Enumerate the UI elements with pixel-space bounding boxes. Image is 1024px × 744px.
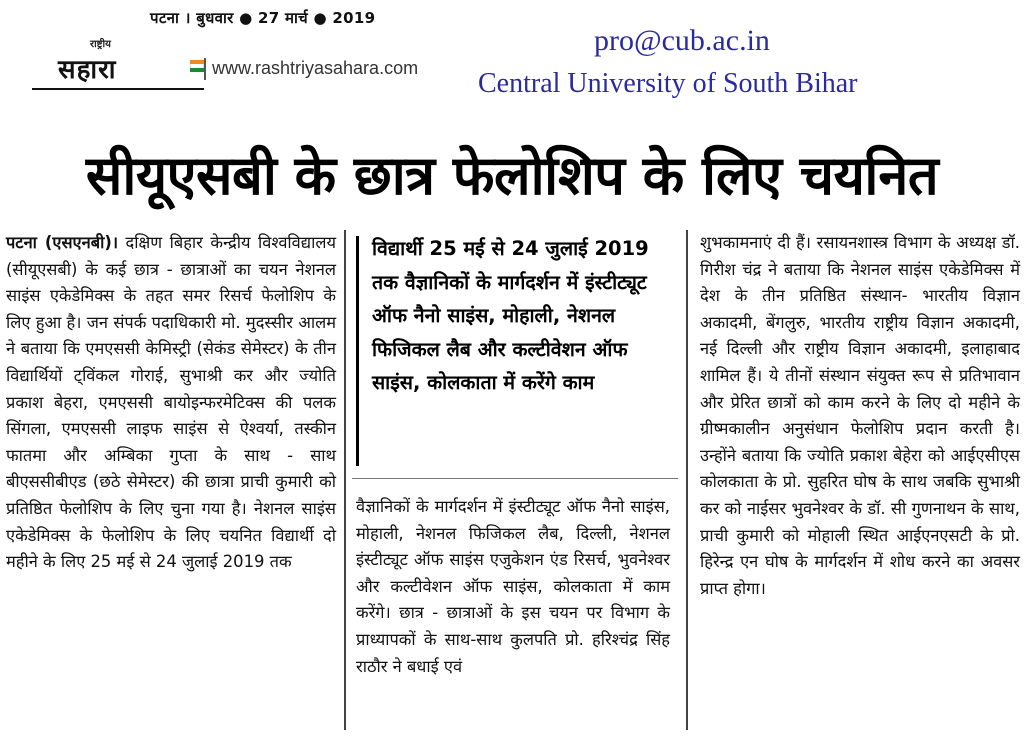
- masthead-separator: [204, 58, 206, 80]
- newspaper-logo: [32, 38, 204, 90]
- website-url: www.rashtriyasahara.com: [212, 58, 419, 78]
- logo-wordmark: सहारा: [58, 55, 117, 85]
- dateline: पटना । बुधवार ● 27 मार्च ● 2019: [150, 9, 376, 27]
- column-1-body: दक्षिण बिहार केन्द्रीय विश्वविद्यालय (सीयूएसबी) के कई छात्र - छात्राओं का चयन नेशनल साइंस एकेडेमिक्स के तहत समर रिसर्च फेलोशिप के लिए हुआ है। जन संपर्क पदाधिकारी मो. मुदस्सीर आलम ने बताया कि एमएससी केमिस्ट्री (सेकंड सेमेस्टर) के तीन विद्यार्थियों ट्विंकल गोराई, सुभाश्री कर और ज्योति प्रकाश बेहरा, एमएससी बायोइन्फरमेटिक्स की पलक सिंगला, एमएससी लाइफ साइंस से ऐश्वर्या, तस्कीन फातमा और अम्बिका गुप्ता के साथ - साथ बीएससीबीएड (छठे सेमेस्टर) की छात्रा प्राची कुमारी को प्रतिष्ठित फेलोशिप के लिए चुना गया है। नेशनल साइंस एकेडेमिक्स के फेलोशिप के लिए चयनित विद्यार्थी दो महीने के लिए 25 मई से 24 जुलाई 2019 तक: [6, 233, 336, 572]
- logo-tagline: राष्ट्रीय: [90, 39, 111, 50]
- pull-quote-rule: [352, 478, 678, 479]
- article-column-3: शुभकामनाएं दी हैं। रसायनशास्त्र विभाग के अध्यक्ष डॉ. गिरीश चंद्र ने बताया कि नेशनल साइंस एकेडेमिक्स में देश के तीन प्रतिष्ठित संस्थान- भारतीय विज्ञान अकादमी, बेंगलुरु, भारतीय राष्ट्रीय विज्ञान अकादमी, नई दिल्ली और राष्ट्रीय विज्ञान अकादमी, इलाहाबाद शामिल हैं। ये तीनों संस्थान संयुक्त रूप से प्रतिभावान और प्रेरित छात्रों को काम करने के लिए दो महीने के ग्रीष्मकालीन अनुसंधान फेलोशिप प्रदान करती है। उन्होंने बताया कि ज्योति प्रकाश बेहेरा को आईएसीएस कोलकाता के प्रो. सुहरित घोष के साथ जबकि सुभाश्री कर को नाईसर भुवनेश्वर के डॉ. सी गुणनाथन के साथ, प्राची कुमारी को मोहाली स्थित आईएनएसटी के प्रो. हिरेन्द्र एन घोष के मार्गदर्शन में शोध करने का अवसर प्राप्त होगा।: [700, 233, 1020, 598]
- article-headline: सीयूएसबी के छात्र फेलोशिप के लिए चयनित: [85, 144, 939, 207]
- dateline-lead: पटना (एसएनबी)।: [6, 233, 119, 252]
- column-divider: [686, 230, 688, 730]
- pro-email: pro@cub.ac.in: [594, 24, 770, 57]
- tricolor-flag-icon: [190, 60, 204, 72]
- pull-quote-text: विद्यार्थी 25 मई से 24 जुलाई 2019 तक वैज्ञानिकों के मार्गदर्शन में इंस्टीट्यूट ऑफ नैनो साइंस, मोहाली, नेशनल फिजिकल लैब और कल्टीवेशन ऑफ साइंस, कोलकाता में करेंगे काम: [372, 237, 649, 394]
- article-column-2: वैज्ञानिकों के मार्गदर्शन में इंस्टीट्यूट ऑफ नैनो साइंस, मोहाली, नेशनल फिजिकल लैब, दिल्ली, नेशनल इंस्टीट्यूट ऑफ साइंस एजुकेशन एंड रिसर्च, भुवनेश्वर और कल्टीवेशन ऑफ साइंस, कोलकाता में काम करेंगे। छात्र - छात्राओं के इस चयन पर विभाग के प्राध्यापकों के साथ-साथ कुलपति प्रो. हरिश्चंद्र सिंह राठौर ने बधाई एवं: [356, 497, 670, 676]
- university-name: Central University of South Bihar: [478, 68, 858, 99]
- article-column-1: [6, 230, 336, 576]
- pull-quote: [356, 232, 676, 400]
- logo-underline: [32, 88, 204, 90]
- column-divider: [344, 230, 346, 730]
